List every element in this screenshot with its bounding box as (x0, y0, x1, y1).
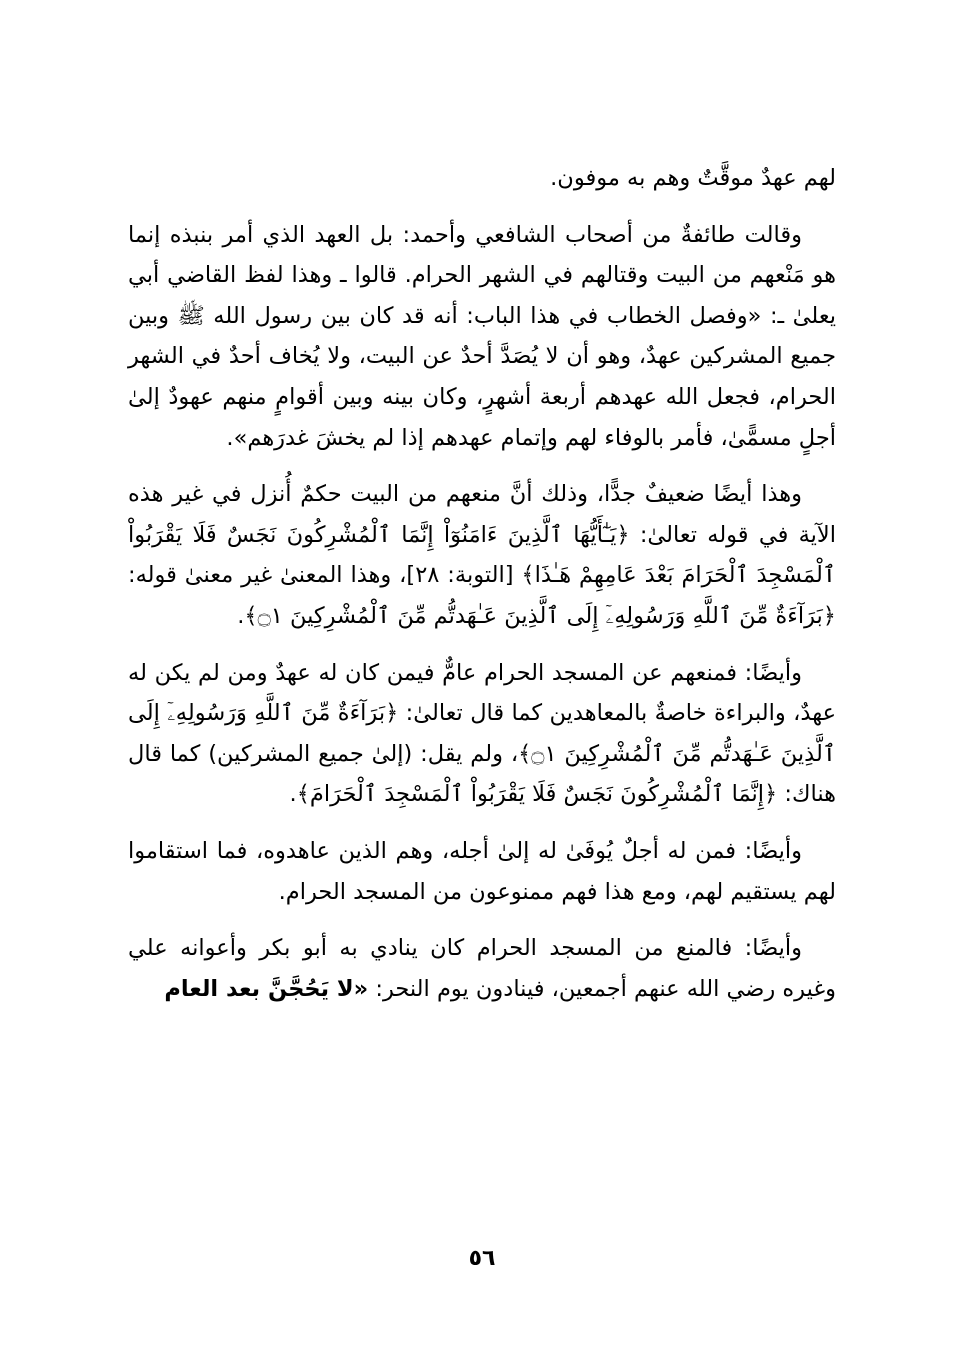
paragraph-1: لهم عهدٌ موقَّتٌ وهم به موفون. (550, 165, 836, 191)
paragraph-6-bold-quote: «لا يَحُجَّنَّ بعد العام (164, 975, 369, 1002)
paragraph-4: وأيضًا: فمنعهم عن المسجد الحرام عامٌّ فيمن كان له عهدٌ ومن لم يكن له عهدٌ، والبراءة خاصةٌ بالمعاهدين كما قال تعالىٰ: ﴿بَرَآءَةٌ مِّنَ ٱللَّهِ وَرَسُولِهِۦٓ إِلَى ٱلَّذِينَ عَـٰهَدتُّم مِّنَ ٱلْمُشْرِكِينَ ۝١﴾، ولم يقل: (إلىٰ جميع المشركين) كما قال هناك: ﴿إِنَّمَا ٱلْمُشْرِكُونَ نَجَسٌ فَلَا يَقْرَبُواْ ٱلْمَسْجِدَ ٱلْحَرَامَ﴾. (128, 659, 836, 808)
paragraph-spacer (128, 199, 836, 215)
paragraph-2: وقالت طائفةٌ من أصحاب الشافعي وأحمد: بل العهد الذي أمر بنبذه إنما هو مَنْعهم من البيت وقتالهم في الشهر الحرام. قالوا ـ وهذا لفظ القاضي أبي يعلىٰ ـ: «وفصل الخطاب في هذا الباب: أنه قد كان بين رسول الله ﷺ وبين جميع المشركين عهدٌ، وهو أن لا يُصَدَّ أحدٌ عن البيت، ولا يُخاف أحدٌ في الشهر الحرام، فجعل الله عهدهم أربعة أشهرٍ، وكان بينه وبين أقوامٍ منهم عهودٌ إلىٰ أجلٍ مسمًّىٰ، فأمر بالوفاء لهم وإتمام عهدهم إذا لم يخشَ غدرَهم». (128, 221, 836, 451)
paragraph-6-text: وأيضًا: فالمنع من المسجد الحرام كان ينادي به أبو بكر وأعوانه علي وغيره رضي الله عنهم أجمعين، فينادون يوم النحر: (128, 935, 836, 1002)
paragraph-spacer (128, 912, 836, 928)
paragraph-spacer (128, 458, 836, 474)
paragraph-6 (128, 928, 836, 1009)
paragraph-3: وهذا أيضًا ضعيفٌ جدًّا، وذلك أنَّ منعهم من البيت حكمٌ أُنزل في غير هذه الآية في قوله تعالىٰ: ﴿يَـٰٓأَيُّهَا ٱلَّذِينَ ءَامَنُوٓاْ إِنَّمَا ٱلْمُشْرِكُونَ نَجَسٌ فَلَا يَقْرَبُواْ ٱلْمَسْجِدَ ٱلْحَرَامَ بَعْدَ عَامِهِمْ هَـٰذَا﴾ [التوبة: ٢٨]، وهذا المعنىٰ غير معنىٰ قوله: ﴿بَرَآءَةٌ مِّنَ ٱللَّهِ وَرَسُولِهِۦٓ إِلَى ٱلَّذِينَ عَـٰهَدتُّم مِّنَ ٱلْمُشْرِكِينَ ۝١﴾. (128, 481, 836, 629)
paragraph-spacer (128, 637, 836, 653)
paragraph-spacer (128, 815, 836, 831)
page-number: ٥٦ (468, 1246, 496, 1271)
body-text (128, 158, 836, 1009)
paragraph-5: وأيضًا: فمن له أجلٌ يُوفَىٰ له إلىٰ أجله، وهم الذين عاهدوه، فما استقاموا لهم يستقيم لهم، ومع هذا فهم ممنوعون من المسجد الحرام. (128, 837, 836, 905)
